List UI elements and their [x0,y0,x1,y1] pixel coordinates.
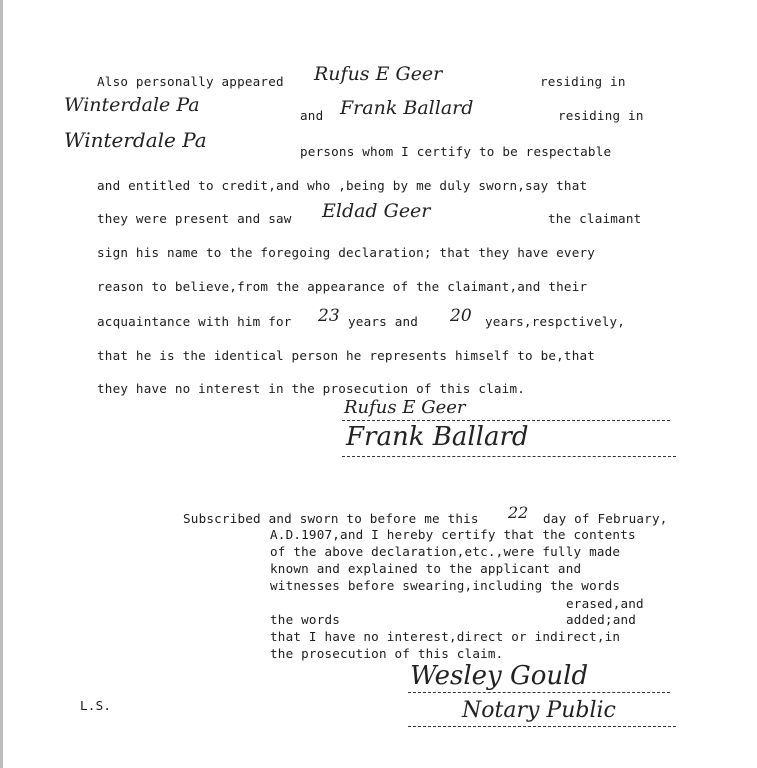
witness2-signature: Frank Ballard [346,422,529,452]
signature-line-2 [342,456,676,457]
affidavit-line-7: reason to believe,from the appearance of the claimant,and their [97,279,588,294]
witness2-residence-handwritten: Winterdale Pa [64,128,207,152]
affidavit-line-3: persons whom I certify to be respectable [300,144,612,159]
affidavit-line-8: acquaintance with him for [97,314,292,329]
claimant-name-handwritten: Eldad Geer [322,200,431,222]
notary-title-line [408,726,676,727]
affidavit-line-8-end: years,respctively, [485,314,626,329]
affidavit-line-5: they were present and saw [97,211,292,226]
affidavit-line-2: and [300,108,324,123]
scan-edge [0,0,3,768]
affidavit-line-6: sign his name to the foregoing declaration; that they have every [97,245,596,260]
jurat-line-8: that I have no interest,direct or indirect,in [270,629,621,644]
years-witness2-handwritten: 20 [450,306,472,326]
jurat-line-6: erased,and [566,596,644,611]
affidavit-line-1-end: residing in [540,74,626,89]
jurat-line-1-end: day of February, [543,511,668,526]
witness1-name-handwritten: Rufus E Geer [314,63,443,85]
jurat-line-2: A.D.1907,and I hereby certify that the contents [270,527,636,542]
affidavit-line-2-end: residing in [558,108,644,123]
jurat-line-3: of the above declaration,etc.,were fully made [270,544,621,559]
day-handwritten: 22 [508,503,529,522]
jurat-line-9: the prosecution of this claim. [270,646,504,661]
jurat-line-7-right: added;and [566,612,637,627]
affidavit-line-9: that he is the identical person he represents himself to be,that [97,348,596,363]
jurat-line-1: Subscribed and sworn to before me this [183,511,479,526]
affidavit-line-1: Also personally appeared [97,74,284,89]
notary-signature: Wesley Gould [410,661,589,691]
affidavit-line-8-mid: years and [348,314,419,329]
years-witness1-handwritten: 23 [318,306,340,326]
affidavit-line-10: they have no interest in the prosecution of this claim. [97,381,526,396]
affidavit-line-4: and entitled to credit,and who ,being by me duly sworn,say that [97,178,588,193]
notary-signature-line [408,692,670,693]
witness2-name-handwritten: Frank Ballard [340,97,474,119]
notary-title-handwritten: Notary Public [462,698,616,723]
witness1-signature: Rufus E Geer [344,397,466,418]
signature-line-1 [342,420,670,421]
affidavit-line-5-end: the claimant [548,211,642,226]
jurat-line-7-left: the words [270,612,341,627]
jurat-line-4: known and explained to the applicant and [270,561,582,576]
witness1-residence-handwritten: Winterdale Pa [64,94,200,116]
seal-label: L.S. [80,698,112,713]
jurat-line-5: witnesses before swearing,including the words [270,578,621,593]
